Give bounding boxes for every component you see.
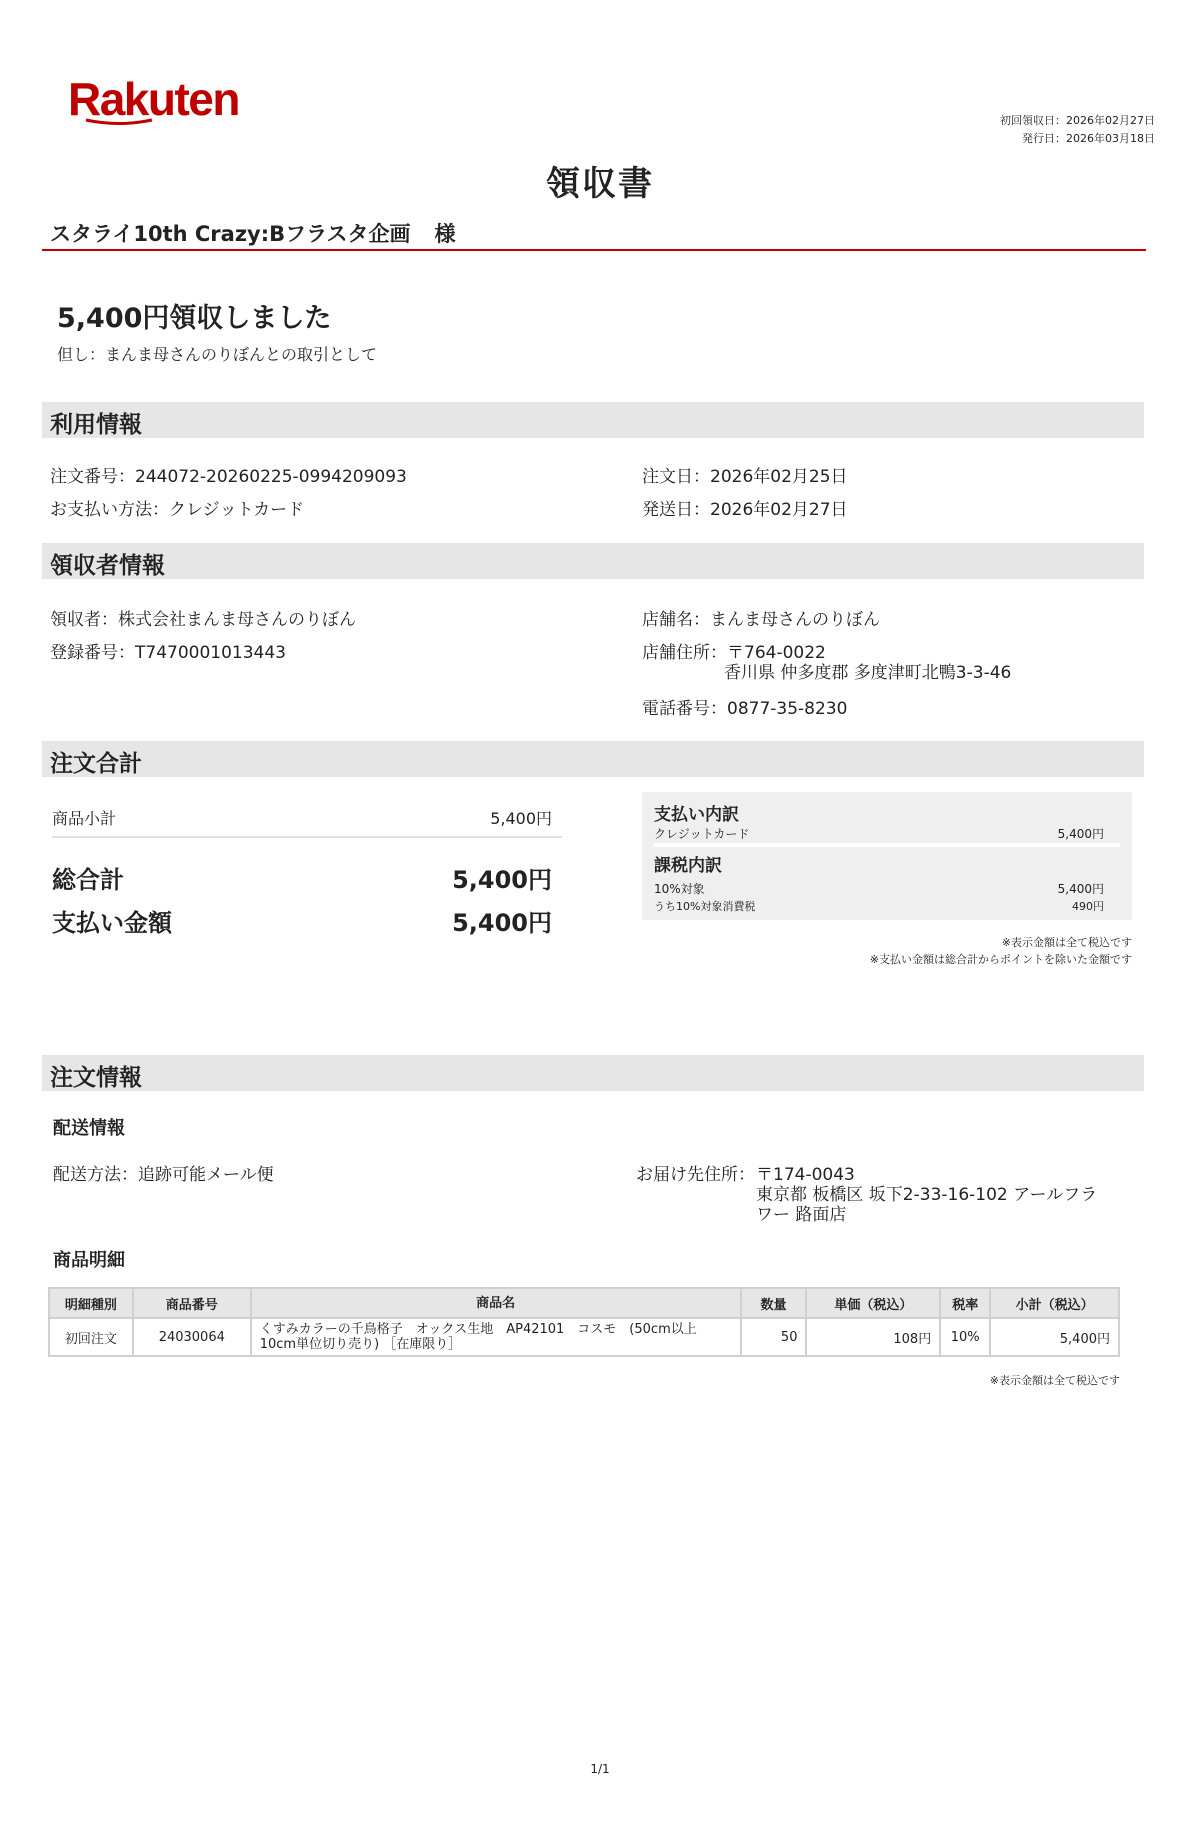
col-subtotal-header: 小計（税込） xyxy=(990,1288,1119,1318)
payment-amount-note: ※支払い金額は総合計からポイントを除いた金額です xyxy=(869,953,1132,966)
col-name-header: 商品名 xyxy=(251,1288,741,1318)
shop-name: 店舗名：まんま母さんのりぼん xyxy=(642,610,880,630)
col-type-header: 明細種別 xyxy=(49,1288,133,1318)
payment-amount-label: 支払い金額 xyxy=(52,909,172,937)
issue-dates xyxy=(1000,112,1155,148)
delivery-address-label: お届け先住所： xyxy=(636,1165,755,1185)
section-order-info xyxy=(42,1055,1144,1091)
tax-breakdown-title: 課税内訳 xyxy=(654,856,722,876)
delivery-heading: 配送情報 xyxy=(53,1118,125,1139)
cell-code: 24030064 xyxy=(133,1318,251,1356)
delivery-method: 配送方法：追跡可能メール便 xyxy=(53,1165,274,1185)
received-amount: 5,400円領収しました xyxy=(57,303,332,334)
issue-date: 発行日：2026年03月18日 xyxy=(1022,132,1155,145)
order-number: 注文番号：244072-20260225-0994209093 xyxy=(50,467,407,487)
grand-total-value: 5,400円 xyxy=(452,866,552,894)
recipient-honorific: 様 xyxy=(434,222,456,246)
cell-tax-rate: 10% xyxy=(940,1318,990,1356)
cell-type: 初回注文 xyxy=(49,1318,133,1356)
table-tax-note: ※表示金額は全て税込です xyxy=(989,1374,1120,1387)
subtotal-value: 5,400円 xyxy=(490,809,552,828)
shop-address-label: 店舗住所：〒764-0022 xyxy=(642,643,826,663)
proviso-text: 但し：まんま母さんのりぼんとの取引として xyxy=(57,345,378,364)
items-heading: 商品明細 xyxy=(53,1250,125,1271)
title-divider xyxy=(42,249,1146,251)
payment-amount-value: 5,400円 xyxy=(452,909,552,937)
payment-breakdown-box xyxy=(642,792,1132,920)
logo-swoosh-icon xyxy=(84,118,154,126)
grand-total-label: 総合計 xyxy=(52,866,124,894)
page-number: 1/1 xyxy=(590,1762,610,1776)
payment-breakdown-title: 支払い内訳 xyxy=(654,805,739,825)
section-usage-info xyxy=(42,402,1144,438)
col-qty-header: 数量 xyxy=(741,1288,807,1318)
cell-name: くすみカラーの千鳥格子 オックス生地 AP42101 コスモ (50cm以上10cm単位切り売り) ［在庫限り］ xyxy=(251,1318,741,1356)
registration-number: 登録番号：T7470001013443 xyxy=(50,643,286,663)
tax-amount-value: 490円 xyxy=(1072,900,1104,913)
ship-date: 発送日：2026年02月27日 xyxy=(642,500,848,520)
table-header-row xyxy=(49,1288,1119,1318)
cell-subtotal: 5,400円 xyxy=(990,1318,1119,1356)
receiver-name: 領収者：株式会社まんま母さんのりぼん xyxy=(50,610,356,630)
col-code-header: 商品番号 xyxy=(133,1288,251,1318)
section-receiver-info xyxy=(42,543,1144,579)
document-title: 領収書 xyxy=(546,164,654,204)
credit-card-label: クレジットカード xyxy=(654,827,750,841)
breakdown-divider xyxy=(654,843,1120,847)
section-title: 利用情報 xyxy=(50,412,142,438)
section-title: 領収者情報 xyxy=(50,553,165,579)
delivery-address-line2: ワー 路面店 xyxy=(756,1205,847,1225)
shop-address: 香川県 仲多度郡 多度津町北鴨3-3-46 xyxy=(724,663,1012,683)
delivery-address-line1: 東京都 板橋区 坂下2-33-16-102 アールフラ xyxy=(756,1185,1098,1205)
tax10-value: 5,400円 xyxy=(1057,882,1104,896)
recipient-text: スタライ10th Crazy:Bフラスタ企画 xyxy=(50,222,411,246)
section-order-total xyxy=(42,741,1144,777)
section-title: 注文合計 xyxy=(50,751,142,777)
delivery-postal-code: 〒174-0043 xyxy=(756,1165,855,1185)
rakuten-logo: Rakuten xyxy=(68,73,239,125)
section-title: 注文情報 xyxy=(50,1065,142,1091)
col-rate-header: 税率 xyxy=(940,1288,990,1318)
tax-amount-label: うち10%対象消費税 xyxy=(654,900,756,913)
table-row xyxy=(49,1318,1119,1356)
cell-qty: 50 xyxy=(741,1318,807,1356)
subtotal-divider xyxy=(52,836,562,838)
col-price-header: 単価（税込） xyxy=(806,1288,940,1318)
tax-included-note: ※表示金額は全て税込です xyxy=(1001,936,1132,949)
cell-unit-price: 108円 xyxy=(806,1318,940,1356)
items-table xyxy=(48,1287,1120,1357)
credit-card-value: 5,400円 xyxy=(1057,827,1104,841)
recipient-name xyxy=(50,218,456,248)
payment-method: お支払い方法：クレジットカード xyxy=(50,500,305,520)
phone-number: 電話番号：0877-35-8230 xyxy=(642,699,848,719)
tax10-label: 10%対象 xyxy=(654,882,705,896)
order-date: 注文日：2026年02月25日 xyxy=(642,467,848,487)
first-issue-date: 初回領収日：2026年02月27日 xyxy=(1000,114,1155,127)
subtotal-label: 商品小計 xyxy=(52,809,117,828)
